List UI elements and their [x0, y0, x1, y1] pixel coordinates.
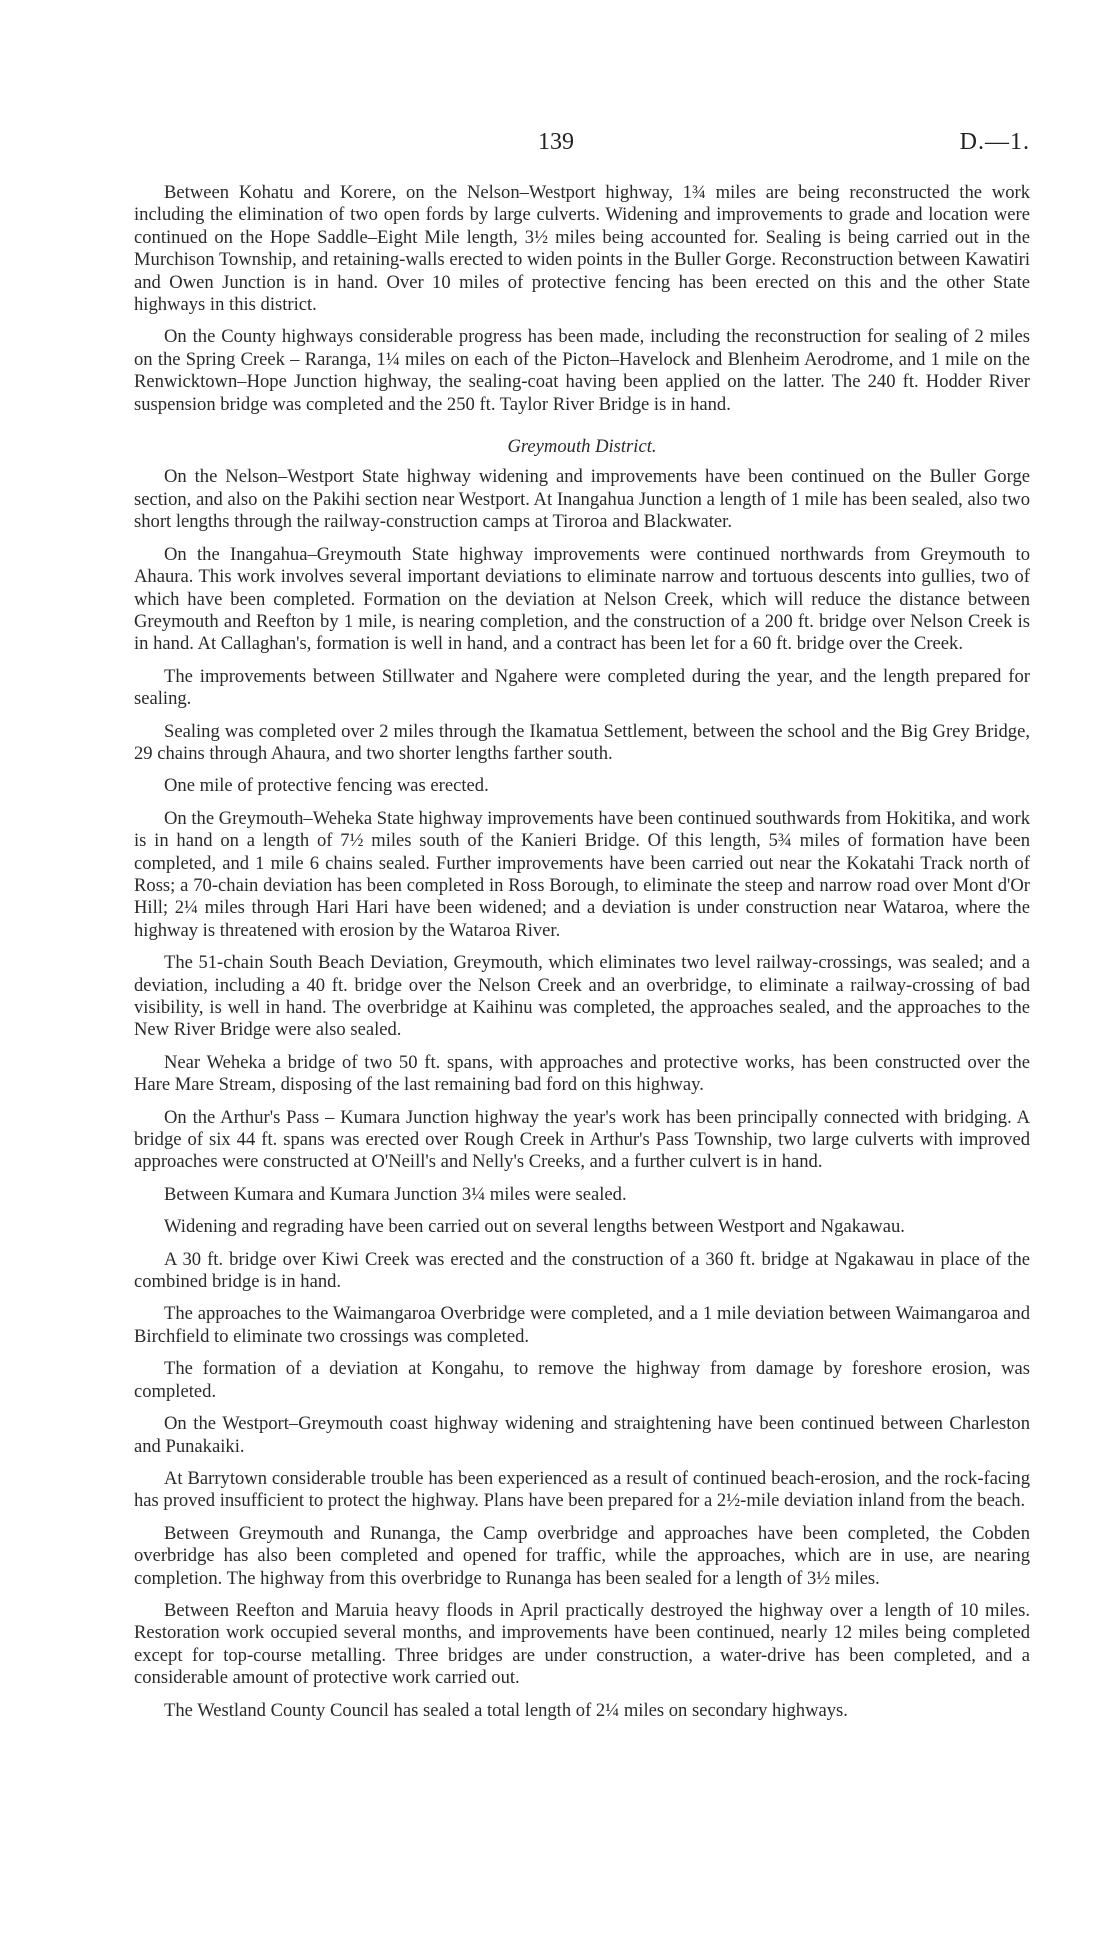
paragraph: At Barrytown considerable trouble has been experienced as a result of continued beach-erosion, and the rock-facing has proved insufficient to protect the highway. Plans have been prepared for a 2½-mile deviation inland from the beach. [134, 1467, 1030, 1512]
page-number: 139 [538, 129, 574, 155]
paragraph: Between Greymouth and Runanga, the Camp overbridge and approaches have been completed, the Cobden overbridge has also been completed and opened for traffic, while the approaches, which are in use, are nearing completion. The highway from this overbridge to Runanga has been sealed for a length of 3½ miles. [134, 1522, 1030, 1589]
paragraph: The formation of a deviation at Kongahu, to remove the highway from damage by foreshore erosion, was completed. [134, 1358, 1030, 1402]
paragraph: On the Greymouth–Weheka State highway improvements have been continued southwards from Hokitika, and work is in hand on a length of 7½ miles south of the Kanieri Bridge. Of this length, 5¾ miles of formation have been completed, and 1 mile 6 chains sealed. Further improvements have been carried out near the Kokatahi Track north of Ross; a 70-chain deviation has been completed in Ross Borough, to eliminate the steep and narrow road over Mont d'Or Hill; 2¼ miles through Hari Hari have been widened; and a deviation is under construction near Wataroa, where the highway is threatened with erosion by the Wataroa River. [134, 807, 1030, 941]
paragraph: On the Arthur's Pass – Kumara Junction highway the year's work has been principally connected with bridging. A bridge of six 44 ft. spans was erected over Rough Creek in Arthur's Pass Township, two large culverts with improved approaches were constructed at O'Neill's and Nelly's Creeks, and a further culvert is in hand. [134, 1106, 1030, 1173]
paragraph: Sealing was completed over 2 miles through the Ikamatua Settlement, between the school and the Big Grey Bridge, 29 chains through Ahaura, and two shorter lengths farther south. [134, 720, 1030, 764]
paragraph: Between Kumara and Kumara Junction 3¼ miles were sealed. [164, 1183, 627, 1205]
paragraph: Widening and regrading have been carried out on several lengths between Westport and Ngakawau. [164, 1216, 905, 1238]
paragraph: The 51-chain South Beach Deviation, Greymouth, which eliminates two level railway-crossings, was sealed; and a deviation, including a 40 ft. bridge over the Nelson Creek and an overbridge, to eliminate a railway-crossing of bad visibility, is well in hand. The overbridge at Kaihinu was completed, the approaches sealed, and the approaches to the New River Bridge were also sealed. [134, 952, 1030, 1041]
paragraph: Near Weheka a bridge of two 50 ft. spans, with approaches and protective works, has been constructed over the Hare Mare Stream, disposing of the last remaining bad ford on this highway. [134, 1051, 1030, 1096]
paragraph: Between Kohatu and Korere, on the Nelson–Westport highway, 1¾ miles are being reconstructed the work including the elimination of two open fords by large culverts. Widening and improvements to grade and location were continued on the Hope Saddle–Eight Mile length, 3½ miles being accounted for. Sealing is being carried out in the Murchison Township, and retaining-walls erected to widen points in the Buller Gorge. Reconstruction between Kawatiri and Owen Junction is in hand. Over 10 miles of protective fencing has been erected on this and the other State highways in this district. [134, 182, 1030, 316]
paragraph: The improvements between Stillwater and Ngahere were completed during the year, and the length prepared for sealing. [134, 665, 1030, 710]
document-body [134, 182, 1030, 1732]
section-heading: Greymouth District. [507, 436, 657, 458]
document-reference: D.—1. [959, 129, 1030, 155]
paragraph: The Westland County Council has sealed a total length of 2¼ miles on secondary highways. [164, 1699, 848, 1721]
paragraph: On the Westport–Greymouth coast highway widening and straightening have been continued between Charleston and Punakaiki. [134, 1413, 1030, 1457]
paragraph: Between Reefton and Maruia heavy floods in April practically destroyed the highway over a length of 10 miles. Restoration work occupied several months, and improvements have been continued, nearly 12 miles being completed except for top-course metalling. Three bridges are under construction, a water-drive has been completed, and a considerable amount of protective work carried out. [134, 1599, 1030, 1689]
page-header [0, 129, 1114, 169]
paragraph: One mile of protective fencing was erected. [164, 775, 489, 797]
paragraph: A 30 ft. bridge over Kiwi Creek was erected and the construction of a 360 ft. bridge at Ngakawau in place of the combined bridge is in hand. [134, 1248, 1030, 1293]
paragraph: On the Nelson–Westport State highway widening and improvements have been continued on the Buller Gorge section, and also on the Pakihi section near Westport. At Inangahua Junction a length of 1 mile has been sealed, also two short lengths through the railway-construction camps at Tiroroa and Blackwater. [134, 466, 1030, 533]
paragraph: On the Inangahua–Greymouth State highway improvements were continued northwards from Greymouth to Ahaura. This work involves several important deviations to eliminate narrow and tortuous descents into gullies, two of which have been completed. Formation on the deviation at Nelson Creek, which will reduce the distance between Greymouth and Reefton by 1 mile, is nearing completion, and the construction of a 200 ft. bridge over Nelson Creek is in hand. At Callaghan's, formation is well in hand, and a contract has been let for a 60 ft. bridge over the Creek. [134, 543, 1030, 655]
paragraph: On the County highways considerable progress has been made, including the reconstruction for sealing of 2 miles on the Spring Creek – Raranga, 1¼ miles on each of the Picton–Havelock and Blenheim Aerodrome, and 1 mile on the Renwicktown–Hope Junction highway, the sealing-coat having been applied on the latter. The 240 ft. Hodder River suspension bridge was completed and the 250 ft. Taylor River Bridge is in hand. [134, 326, 1030, 415]
paragraph: The approaches to the Waimangaroa Overbridge were completed, and a 1 mile deviation between Waimangaroa and Birchfield to eliminate two crossings was completed. [134, 1303, 1030, 1347]
